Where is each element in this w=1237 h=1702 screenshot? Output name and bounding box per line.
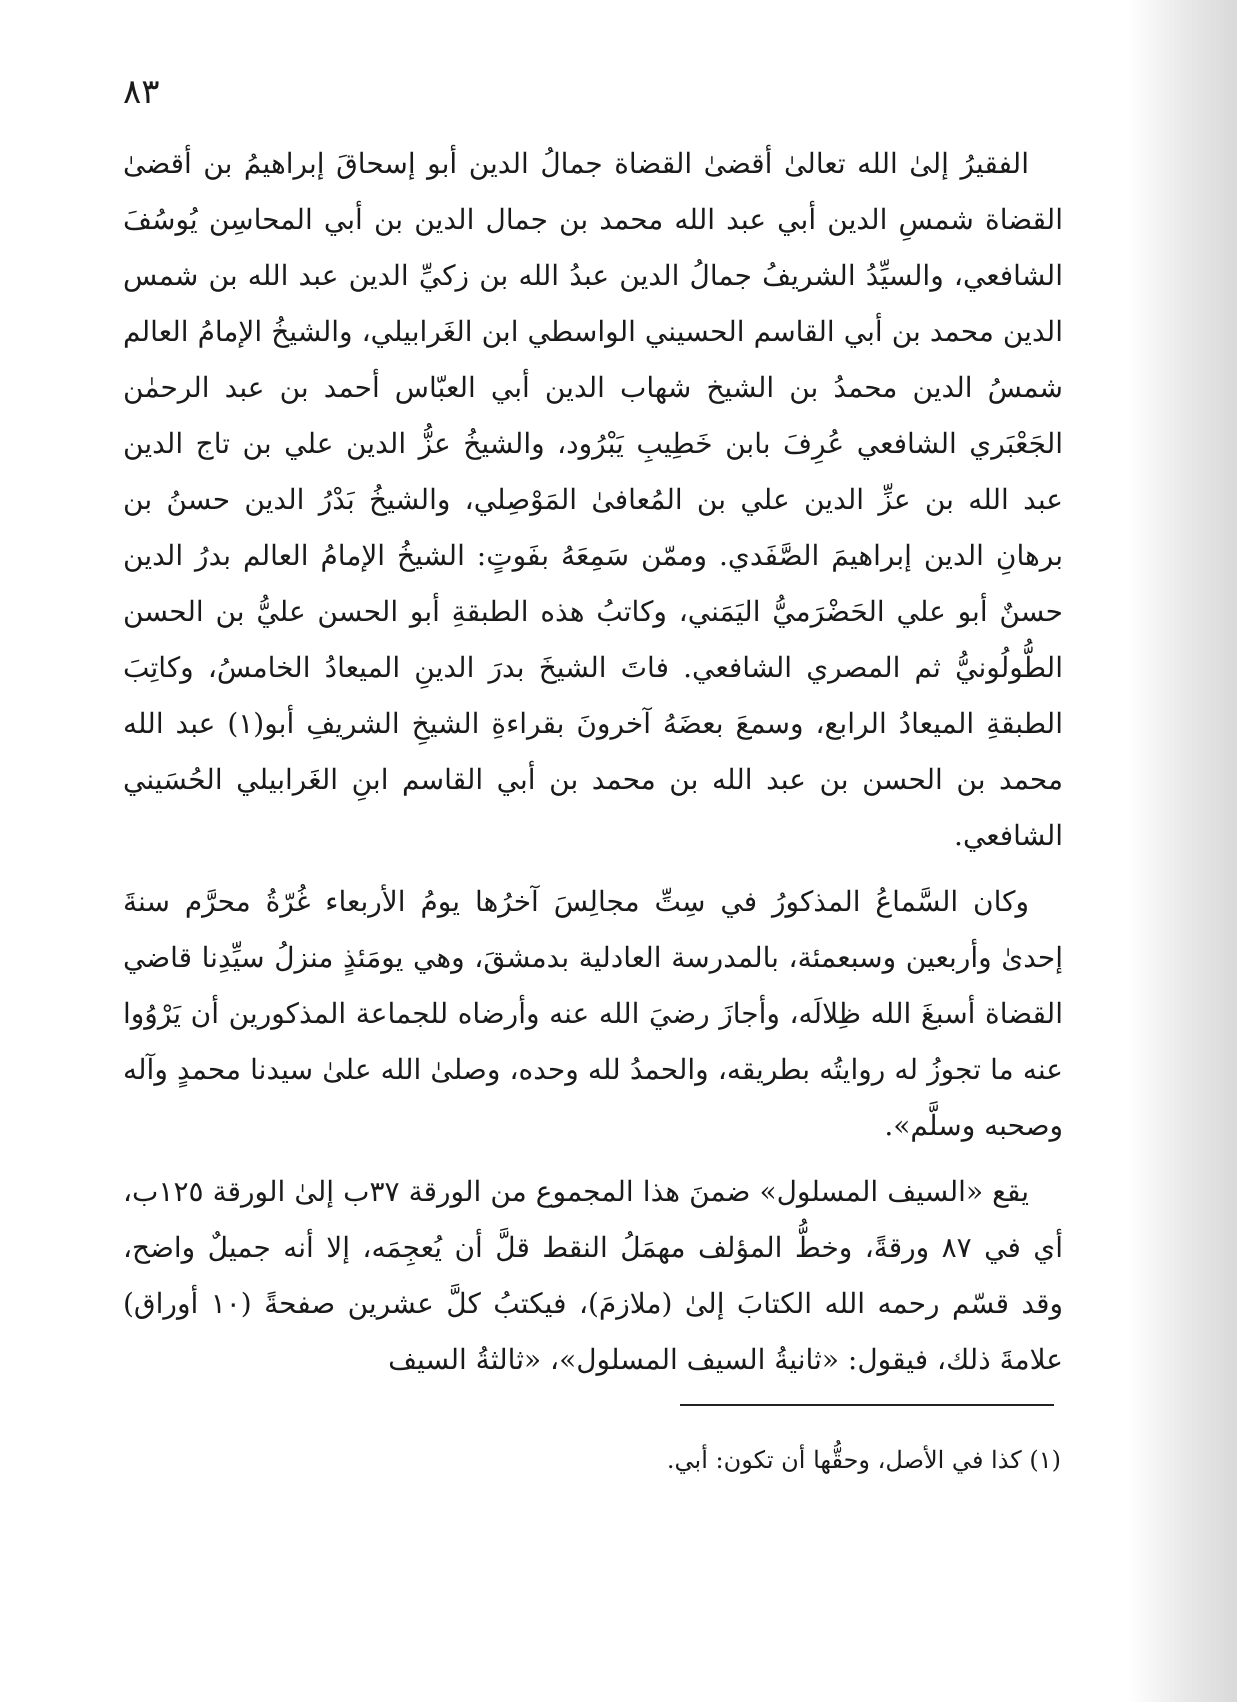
paragraph-3: يقع «السيف المسلول» ضمنَ هذا المجموع من الورقة ٣٧ب إلىٰ الورقة ١٢٥ب، أي في ٨٧ ورقةً، وخطُّ المؤلف مهمَلُ النقط قلَّ أن يُعجِمَه، إلا أنه جميلٌ واضح، وقد قسّم رحمه الله الكتابَ إلىٰ (ملازمَ)، فيكتبُ كلَّ عشرين صفحةً (١٠ أوراق) علامةَ ذلك، فيقول: «ثانيةُ السيف المسلول»، «ثالثةُ السيف [123,1175,1063,1376]
page-edge-shadow [1127,0,1237,1702]
paragraph-1: الفقيرُ إلىٰ الله تعالىٰ أقضىٰ القضاة جمالُ الدين أبو إسحاقَ إبراهيمُ بن أقضىٰ القضاة شمسِ الدين أبي عبد الله محمد بن جمال الدين بن أبي المحاسِن يُوسُفَ الشافعي، والسيِّدُ الشريفُ جمالُ الدين عبدُ الله بن زكيِّ الدين عبد الله بن شمس الدين محمد بن أبي القاسم الحسيني الواسطي ابن الغَرابيلي، والشيخُ الإمامُ العالم شمسُ الدين محمدُ بن الشيخ شهاب الدين أبي العبّاس أحمد بن عبد الرحمٰن الجَعْبَري الشافعي عُرِفَ بابن خَطِيبِ يَبْرُود، والشيخُ عزُّ الدين علي بن تاج الدين عبد الله بن عزِّ الدين علي بن المُعافىٰ المَوْصِلي، والشيخُ بَدْرُ الدين حسنُ بن برهانِ الدين إبراهيمَ الصَّفَدي. وممّن سَمِعَهُ بفَوتٍ: الشيخُ الإمامُ العالم بدرُ الدين حسنٌ أبو علي الحَضْرَميُّ اليَمَني، وكاتبُ هذه الطبقةِ أبو الحسن عليُّ بن الحسن الطُّولُونيُّ ثم المصري الشافعي. فاتَ الشيخَ بدرَ الدينِ الميعادُ الخامسُ، وكاتِبَ الطبقةِ الميعادُ الرابع، وسمعَ بعضَهُ آخرونَ بقراءةِ الشيخِ الشريفِ أبو(١) عبد الله محمد بن الحسن بن عبد الله بن محمد بن أبي القاسم ابنِ الغَرابيلي الحُسَيني الشافعي. [123,147,1063,852]
footnote: (١) كذا في الأصل، وحقُّها أن تكون: أبي. [666,1446,1061,1474]
footnote-divider [680,1404,1054,1406]
paragraph-2: وكان السَّماعُ المذكورُ في سِتِّ مجالِسَ آخرُها يومُ الأربعاء غُرّةُ محرَّم سنةَ إحدىٰ وأربعين وسبعمئة، بالمدرسة العادلية بدمشقَ، وهي يومَئذٍ منزلُ سيِّدِنا قاضي القضاة أسبغَ الله ظِلالَه، وأجازَ رضيَ الله عنه وأرضاه للجماعة المذكورين أن يَرْوُوا عنه ما تجوزُ له روايتُه بطريقه، والحمدُ لله وحده، وصلىٰ الله علىٰ سيدنا محمدٍ وآله وصحبه وسلَّم». [123,885,1063,1142]
main-text [123,136,1063,1398]
page-number: ٨٣ [123,72,160,112]
